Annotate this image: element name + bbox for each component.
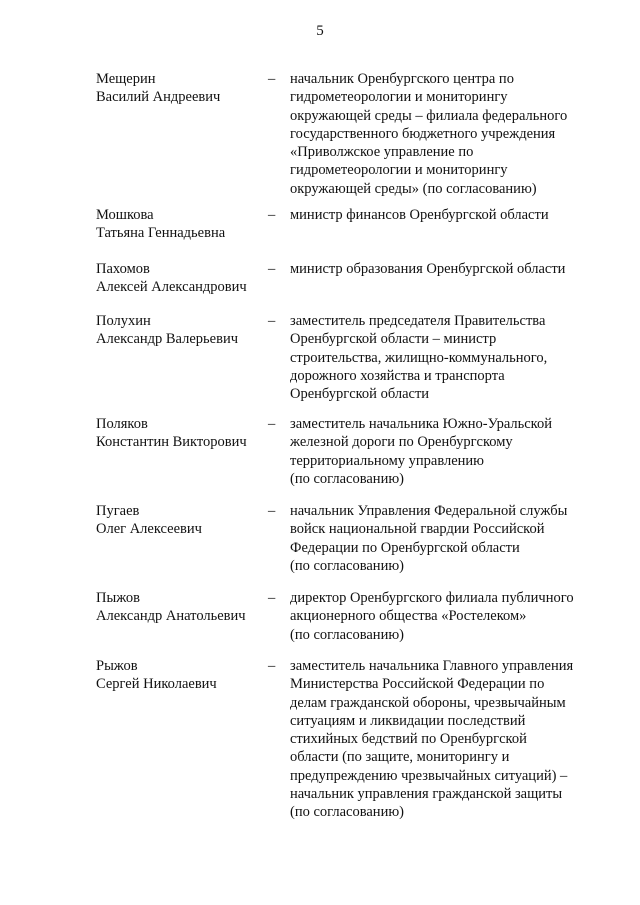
description-line: начальник Управления Федеральной службы	[290, 503, 568, 519]
given-names: Александр Валерьевич	[96, 331, 238, 348]
given-names: Василий Андреевич	[96, 89, 221, 106]
dash-separator: –	[268, 313, 276, 329]
position-description	[290, 657, 590, 822]
description-line: (по согласованию)	[290, 557, 404, 574]
surname: Рыжов	[96, 658, 138, 674]
person-name	[96, 502, 266, 539]
description-line: стихийных бедствий по Оренбургской	[290, 731, 527, 748]
description-line: Оренбургской области – министр	[290, 331, 497, 348]
description-line: Оренбургской области	[290, 386, 430, 403]
person-name	[96, 657, 266, 694]
position-description	[290, 70, 590, 198]
surname: Мошкова	[96, 207, 154, 223]
position-description	[290, 206, 590, 224]
surname: Поляков	[96, 416, 148, 432]
description-line: строительства, жилищно-коммунального,	[290, 349, 548, 366]
description-line: «Приволжское управление по	[290, 144, 474, 161]
description-line: гидрометеорологии и мониторингу	[290, 162, 508, 179]
given-names: Олег Алексеевич	[96, 521, 202, 538]
description-line: дорожного хозяйства и транспорта	[290, 367, 505, 384]
person-name	[96, 415, 266, 452]
given-names: Алексей Александрович	[96, 279, 247, 296]
description-line: заместитель начальника Южно-Уральской	[290, 416, 552, 432]
person-name	[96, 260, 266, 297]
dash-separator: –	[268, 416, 276, 432]
description-line: начальник управления гражданской защиты	[290, 786, 563, 803]
position-description	[290, 502, 590, 575]
surname: Полухин	[96, 313, 151, 329]
description-line: окружающей среды» (по согласованию)	[290, 180, 537, 197]
position-description	[290, 260, 590, 278]
description-line: государственного бюджетного учреждения	[290, 125, 556, 142]
description-line: территориальному управлению	[290, 452, 485, 469]
given-names: Сергей Николаевич	[96, 676, 217, 693]
description-line: войск национальной гвардии Российской	[290, 521, 545, 538]
page-number: 5	[316, 23, 324, 39]
position-description	[290, 589, 590, 644]
description-line: начальник Оренбургского центра по	[290, 71, 514, 87]
description-line: Министерства Российской Федерации по	[290, 676, 545, 693]
description-line: делам гражданской обороны, чрезвычайным	[290, 694, 566, 711]
description-line: (по согласованию)	[290, 804, 404, 821]
dash-separator: –	[268, 71, 276, 87]
dash-separator: –	[268, 658, 276, 674]
surname: Пугаев	[96, 503, 140, 519]
description-line: области (по защите, мониторингу и	[290, 749, 510, 766]
description-line: (по согласованию)	[290, 626, 404, 643]
description-line: (по согласованию)	[290, 470, 404, 487]
position-description	[290, 312, 590, 403]
surname: Мещерин	[96, 71, 156, 87]
surname: Пыжов	[96, 590, 140, 606]
description-line: предупреждению чрезвычайных ситуаций) –	[290, 767, 568, 784]
given-names: Татьяна Геннадьевна	[96, 225, 226, 242]
person-name	[96, 312, 266, 349]
description-line: директор Оренбургского филиала публичного	[290, 590, 574, 606]
person-name	[96, 70, 266, 107]
description-line: министр финансов Оренбургской области	[290, 207, 549, 223]
surname: Пахомов	[96, 261, 150, 277]
description-line: окружающей среды – филиала федерального	[290, 107, 568, 124]
dash-separator: –	[268, 207, 276, 223]
person-name	[96, 589, 266, 626]
person-name	[96, 206, 266, 243]
description-line: Федерации по Оренбургской области	[290, 539, 520, 556]
dash-separator: –	[268, 590, 276, 606]
given-names: Константин Викторович	[96, 434, 247, 451]
description-line: заместитель председателя Правительства	[290, 313, 546, 329]
description-line: гидрометеорологии и мониторингу	[290, 89, 508, 106]
dash-separator: –	[268, 261, 276, 277]
description-line: акционерного общества «Ростелеком»	[290, 608, 527, 625]
description-line: заместитель начальника Главного управления	[290, 658, 574, 674]
given-names: Александр Анатольевич	[96, 608, 246, 625]
description-line: железной дороги по Оренбургскому	[290, 434, 513, 451]
description-line: ситуациям и ликвидации последствий	[290, 712, 526, 729]
description-line: министр образования Оренбургской области	[290, 261, 566, 277]
position-description	[290, 415, 590, 488]
dash-separator: –	[268, 503, 276, 519]
